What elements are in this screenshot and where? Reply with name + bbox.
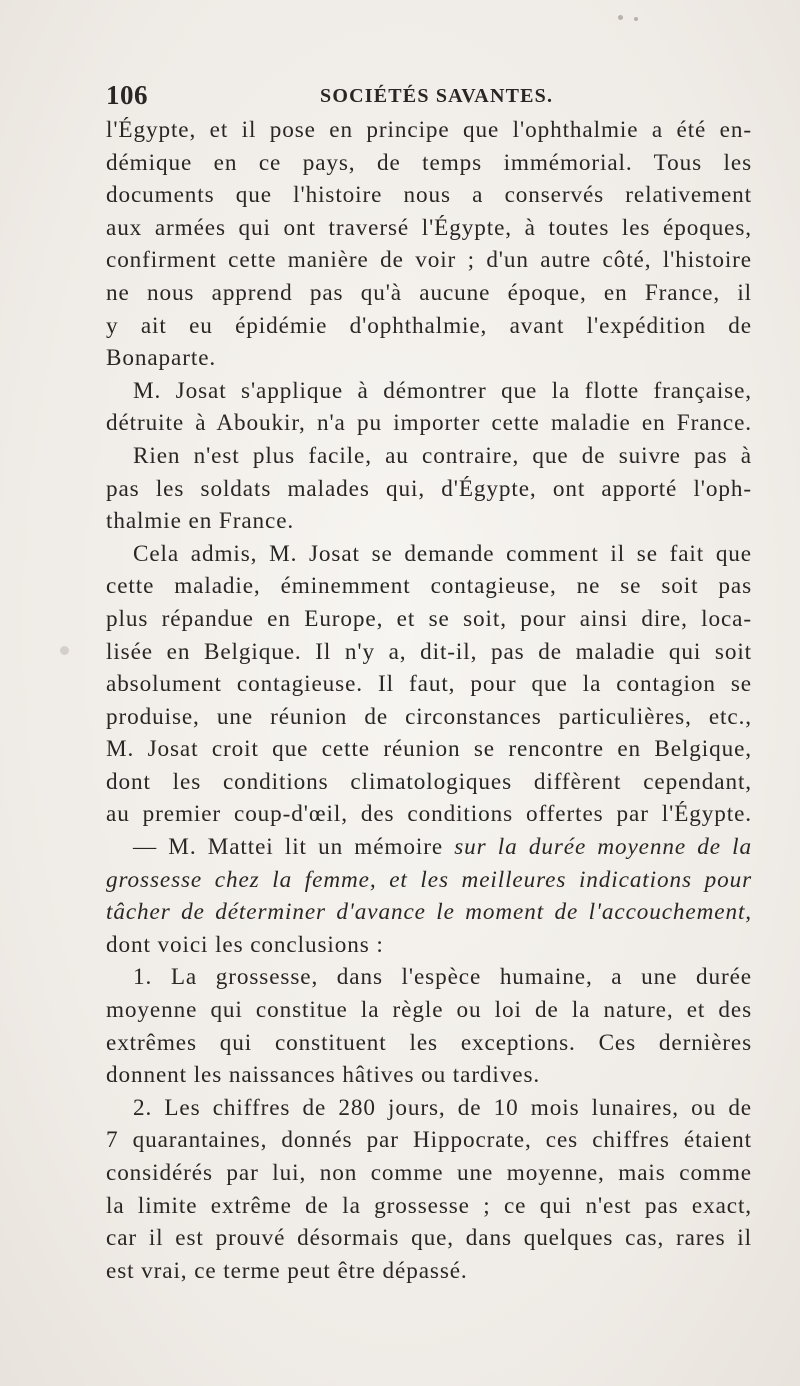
text-line xyxy=(106,766,752,799)
line-text: est vrai, ce terme peut être dépassé. xyxy=(106,1257,468,1284)
text-line xyxy=(106,342,752,375)
text-line xyxy=(106,407,752,440)
text-line xyxy=(106,244,752,277)
text-line xyxy=(106,1157,752,1190)
line-text: absolument contagieuse. Il faut, pour que la contagion se xyxy=(106,671,752,698)
line-text: y ait eu épidémie d'ophthalmie, avant l'expédition de xyxy=(106,312,752,339)
line-text: — M. Mattei lit un mémoire xyxy=(133,834,455,861)
text-line xyxy=(106,668,752,701)
text-line xyxy=(106,375,752,408)
text-line xyxy=(106,114,752,147)
text-line xyxy=(106,1027,752,1060)
text-line xyxy=(106,310,752,343)
line-text: Rien n'est plus facile, au contraire, que de suivre pas à xyxy=(133,442,752,469)
text-line xyxy=(106,440,752,473)
text-line xyxy=(106,538,752,571)
line-text: détruite à Aboukir, n'a pu importer cette maladie en France. xyxy=(106,410,752,437)
line-text: la limite extrême de la grossesse ; ce qui n'est pas exact, xyxy=(106,1192,752,1219)
text-line xyxy=(106,505,752,538)
line-text: cette maladie, éminemment contagieuse, ne se soit pas xyxy=(106,573,752,600)
text-line xyxy=(106,929,752,962)
text-line xyxy=(106,212,752,245)
line-text: 2. Les chiffres de 280 jours, de 10 mois lunaires, ou de xyxy=(133,1094,752,1121)
line-text: considérés par lui, non comme une moyenne, mais comme xyxy=(106,1160,752,1186)
page-number: 106 xyxy=(106,80,148,110)
line-text: M. Josat croit que cette réunion se rencontre en Belgique, xyxy=(106,736,752,763)
italic-text: sur la durée moyenne de la xyxy=(454,834,752,861)
text-line xyxy=(106,473,752,506)
text-line xyxy=(106,798,752,831)
line-text: Cela admis, M. Josat se demande comment il se fait que xyxy=(133,540,752,567)
text-line xyxy=(106,961,752,994)
italic-text: tâcher de déterminer d'avance le moment de l'accouchement, xyxy=(106,899,752,926)
page-header xyxy=(106,80,756,116)
line-text: dont voici les conclusions : xyxy=(106,931,384,958)
line-text: documents que l'histoire nous a conservés relativement xyxy=(106,182,752,209)
text-line xyxy=(106,831,752,864)
line-text: donnent les naissances hâtives ou tardives. xyxy=(106,1062,541,1089)
text-line xyxy=(106,864,752,897)
text-line xyxy=(106,1255,752,1288)
text-line xyxy=(106,994,752,1027)
line-text: ne nous apprend pas qu'à aucune époque, en France, il xyxy=(106,279,752,306)
text-line xyxy=(106,179,752,212)
line-text: au premier coup-d'œil, des conditions offertes par l'Égypte. xyxy=(106,801,752,828)
text-line xyxy=(106,1190,752,1223)
line-text: extrêmes qui constituent les exceptions. Ces dernières xyxy=(106,1029,752,1056)
text-line xyxy=(106,896,752,929)
text-line xyxy=(106,147,752,180)
line-text: plus répandue en Europe, et se soit, pour ainsi dire, loca- xyxy=(106,605,752,632)
text-line xyxy=(106,733,752,766)
line-text: thalmie en France. xyxy=(106,508,295,535)
running-head: SOCIÉTÉS SAVANTES. xyxy=(320,85,554,107)
line-text: confirment cette manière de voir ; d'un autre côté, l'histoire xyxy=(106,247,752,274)
text-line xyxy=(106,1059,752,1092)
line-text: dont les conditions climatologiques diffèrent cependant, xyxy=(106,768,752,795)
body-text xyxy=(106,114,752,1287)
line-text: 7 quarantaines, donnés par Hippocrate, ces chiffres étaient xyxy=(106,1127,752,1154)
line-text: moyenne qui constitue la règle ou loi de la nature, et des xyxy=(106,997,752,1024)
line-text: démique en ce pays, de temps immémorial. Tous les xyxy=(106,149,752,176)
line-text: M. Josat s'applique à démontrer que la flotte française, xyxy=(133,377,752,404)
line-text: aux armées qui ont traversé l'Égypte, à toutes les époques, xyxy=(106,214,752,241)
italic-text: grossesse chez la femme, et les meilleures indications pour xyxy=(106,866,752,893)
line-text: produise, une réunion de circonstances particulières, etc., xyxy=(106,703,752,730)
line-text: l'Égypte, et il pose en principe que l'ophthalmie a été en- xyxy=(106,117,752,143)
line-text: 1. La grossesse, dans l'espèce humaine, a une durée xyxy=(133,964,752,991)
print-speck xyxy=(60,646,69,655)
line-text: Bonaparte. xyxy=(106,345,217,372)
text-line xyxy=(106,701,752,734)
text-line xyxy=(106,636,752,669)
text-line xyxy=(106,603,752,636)
text-line xyxy=(106,1124,752,1157)
text-line xyxy=(106,570,752,603)
text-line xyxy=(106,277,752,310)
print-speck xyxy=(634,17,638,21)
text-line xyxy=(106,1092,752,1125)
line-text: car il est prouvé désormais que, dans quelques cas, rares il xyxy=(106,1225,752,1252)
line-text: pas les soldats malades qui, d'Égypte, ont apporté l'oph- xyxy=(106,475,752,502)
print-speck xyxy=(618,15,623,20)
line-text: lisée en Belgique. Il n'y a, dit-il, pas de maladie qui soit xyxy=(106,638,752,665)
text-line xyxy=(106,1222,752,1255)
